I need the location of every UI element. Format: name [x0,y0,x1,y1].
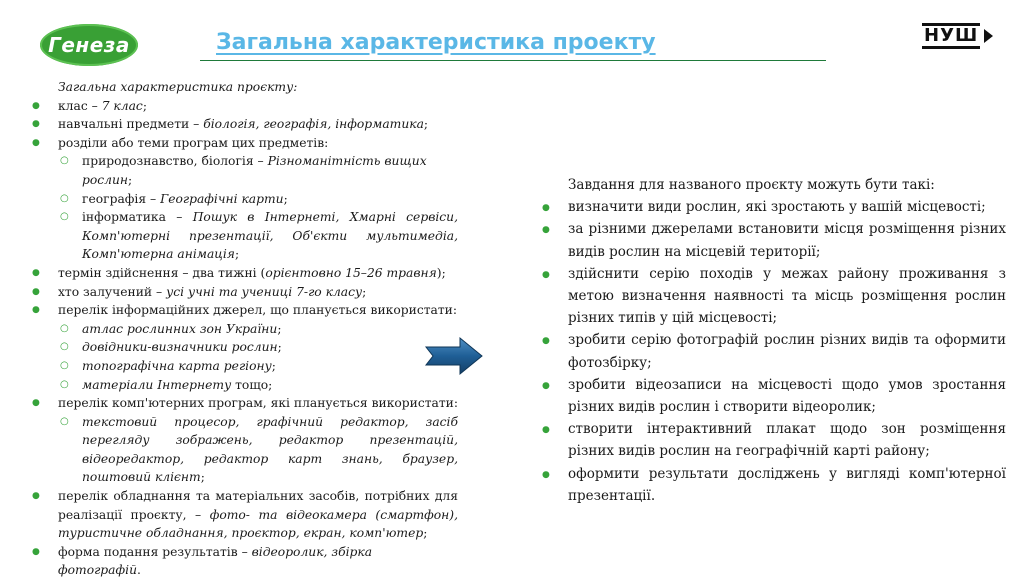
sublist-item: ○ атлас рослинних зон України; [58,320,458,339]
sublist-item: ○ довідники-визначники рослин; [58,338,458,357]
nush-badge [922,22,993,50]
task-item: ● визначити види рослин, які зростають у вашій місцевості; [540,196,1006,218]
title-divider [200,60,826,61]
task-item: ● здійснити серію походів у межах району проживання з метою визначення наявності та місць розміщення рослин різних типів у цій місцевості; [540,263,1006,330]
task-item: ● створити інтерактивний плакат щодо зон розміщення різних видів рослин на географічній карті району; [540,418,1006,462]
task-item: ● за різними джерелами встановити місця розміщення різних видів рослин на місцевій території; [540,218,1006,262]
list-item-result-form: ● форма подання результатів – відеоролик, збірка фотографій. [30,543,458,580]
overview-heading: Загальна характеристика проєкту: [58,80,298,94]
list-item-programs: ● перелік комп'ютерних програм, які планується використати: ○ текстовий процесор, графічний редактор, засіб перегляду зображень, редактор презентацій, відеоредактор, редактор карт знань, браузер, поштовий клієнт; [30,394,458,487]
programs-sublist [58,413,458,487]
sublist-item: ○ природознавство, біологія – Різноманітність вищих рослин; [58,152,458,189]
project-overview [30,78,458,580]
project-tasks [540,174,1006,507]
page-title: Загальна характеристика проекту [216,30,656,55]
sublist-item: ○ текстовий процесор, графічний редактор, засіб перегляду зображень, редактор презентацій, відеоредактор, редактор карт знань, браузер, поштовий клієнт; [58,413,458,487]
task-item: ● зробити відеозаписи на місцевості щодо умов зростання різних видів рослин і створити відеоролик; [540,374,1006,418]
list-item-equipment: ● перелік обладнання та матеріальних засобів, потрібних для реалізації проєкту, – фото- та відеокамера (смартфон), туристичне обладнання, проєктор, екран, комп'ютер; [30,487,458,543]
list-item-term: ● термін здійснення – два тижні (орієнтовно 15–26 травня); [30,264,458,283]
list-item-sources: ● перелік інформаційних джерел, що планується використати: ○ атлас рослинних зон України; ○ довідники-визначники рослин; ○ топографічна карта регіону; ○ матеріали Інтернету тощо; [30,301,458,394]
list-item-participants: ● хто залучений – усі учні та учениці 7-го класу; [30,283,458,302]
sublist-item: ○ інформатика – Пошук в Інтернеті, Хмарні сервіси, Комп'ютерні презентації, Об'єкти мультимедіа, Комп'ютерна анімація; [58,208,458,264]
right-arrow-icon [424,336,484,376]
task-item: ● зробити серію фотографій рослин різних видів та оформити фотозбірку; [540,329,1006,373]
logo-text: Генеза [48,33,130,57]
list-item-sections: ● розділи або теми програм цих предметів: ○ природознавство, біологія – Різноманітність вищих рослин; ○ географія – Географічні карти; ○ інформатика – Пошук в Інтернеті, Хмарні сервіси, Комп'ютерні презентації, Об'єкти мультимедіа, Комп'ютерна анімація; [30,134,458,264]
sublist-item: ○ матеріали Інтернету тощо; [58,376,458,395]
tasks-heading: Завдання для названого проєкту можуть бути такі: [568,177,935,193]
play-triangle-icon [984,29,993,43]
list-item-class: ● клас – 7 клас; [30,97,458,116]
sections-sublist [58,152,458,264]
sources-sublist [58,320,458,394]
sublist-item: ○ географія – Географічні карти; [58,190,458,209]
sublist-item: ○ топографічна карта регіону; [58,357,458,376]
nush-text: НУШ [922,23,980,49]
geneza-logo [40,24,138,66]
list-item-subjects: ● навчальні предмети – біологія, географія, інформатика; [30,115,458,134]
tasks-list [540,196,1006,507]
overview-list [30,97,458,580]
task-item: ● оформити результати досліджень у вигляді комп'ютерної презентації. [540,463,1006,507]
